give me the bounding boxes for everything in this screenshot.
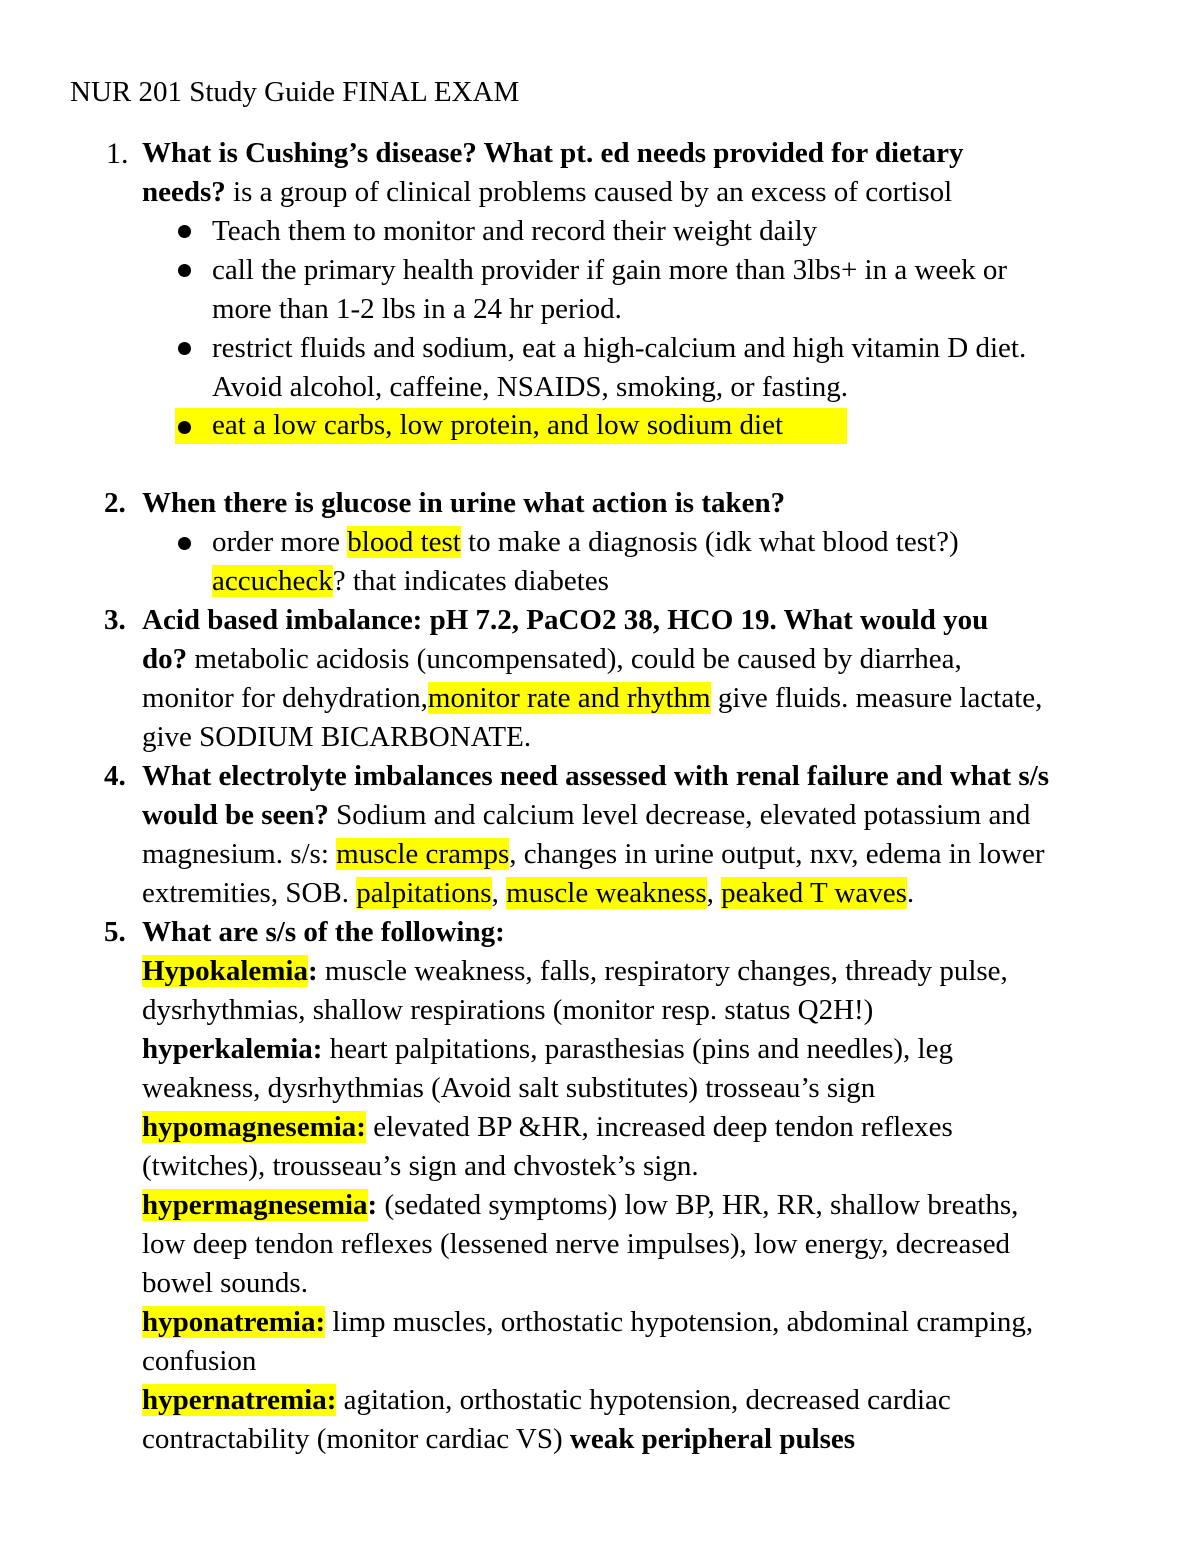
text-segment: contractability (monitor cardiac VS) <box>142 1423 570 1455</box>
term-line <box>142 1381 951 1420</box>
highlighted-text: muscle weakness <box>506 877 707 909</box>
question-text: What electrolyte imbalances need assessed with renal failure and what s/s <box>142 760 1050 792</box>
term-line <box>142 1186 1018 1225</box>
answer-line: bowel sounds. <box>142 1267 308 1299</box>
question-text: When there is glucose in urine what action is taken? <box>142 487 786 519</box>
text-segment: , <box>706 877 722 909</box>
term: hyperkalemia: <box>142 1033 323 1065</box>
term-line <box>142 1108 953 1147</box>
bullet-icon <box>178 225 191 238</box>
answer-line <box>142 640 962 679</box>
answer-line <box>142 1420 855 1459</box>
highlighted-text: palpitations <box>356 877 492 909</box>
question-text: What are s/s of the following: <box>142 916 505 948</box>
term-line <box>142 1030 953 1069</box>
question-number: 3. <box>104 604 126 636</box>
answer-line <box>142 874 914 913</box>
bullet-text <box>212 523 959 562</box>
text-segment: monitor for dehydration, <box>142 682 428 714</box>
text-segment: order more <box>212 526 348 558</box>
term-highlighted: hypernatremia: <box>142 1384 337 1416</box>
term-colon: : <box>367 1189 378 1221</box>
answer-text: is a group of clinical problems caused by an excess of cortisol <box>225 176 953 208</box>
highlighted-text: accucheck <box>212 565 333 597</box>
text-segment: , changes in urine output, nxv, edema in lower <box>509 838 1045 870</box>
term-highlighted: hypomagnesemia <box>142 1111 357 1143</box>
answer-text: (sedated symptoms) low BP, HR, RR, shallow breaths, <box>377 1189 1019 1221</box>
document-title: NUR 201 Study Guide FINAL EXAM <box>70 76 520 108</box>
term-line <box>142 952 1008 991</box>
text-segment: , <box>491 877 507 909</box>
question-text: do? <box>142 643 188 675</box>
term-highlighted: hypermagnesemia <box>142 1189 368 1221</box>
bullet-text: restrict fluids and sodium, eat a high-calcium and high vitamin D diet. <box>212 332 1027 364</box>
answer-text: elevated BP &HR, increased deep tendon reflexes <box>365 1111 953 1143</box>
answer-text: limp muscles, orthostatic hypotension, abdominal cramping, <box>325 1306 1034 1338</box>
answer-line: low deep tendon reflexes (lessened nerve impulses), low energy, decreased <box>142 1228 1011 1260</box>
bullet-icon <box>178 537 191 550</box>
answer-line: confusion <box>142 1345 257 1377</box>
bullet-text <box>212 562 609 601</box>
question-text: What is Cushing’s disease? What pt. ed needs provided for dietary <box>142 137 964 169</box>
term-colon: : <box>356 1111 366 1143</box>
answer-line: dysrhythmias, shallow respirations (monitor resp. status Q2H!) <box>142 994 874 1026</box>
text-segment: give fluids. measure lactate, <box>710 682 1043 714</box>
bullet-text: Avoid alcohol, caffeine, NSAIDS, smoking, or fasting. <box>212 371 849 403</box>
answer-line <box>142 835 1045 874</box>
text-segment: ? that indicates diabetes <box>332 565 609 597</box>
bullet-text-highlighted: eat a low carbs, low protein, and low sodium diet <box>212 409 784 441</box>
term-colon: : <box>307 955 318 987</box>
question-text: needs? <box>142 176 226 208</box>
text-segment: . <box>906 877 915 909</box>
text-segment: magnesium. s/s: <box>142 838 337 870</box>
text-segment: extremities, SOB. <box>142 877 357 909</box>
term-line <box>142 1303 1033 1342</box>
highlighted-text: blood test <box>347 526 461 558</box>
highlighted-text: muscle cramps <box>336 838 510 870</box>
question-text: Acid based imbalance: pH 7.2, PaCO2 38, HCO 19. What would you <box>142 604 989 636</box>
answer-text: agitation, orthostatic hypotension, decreased cardiac <box>336 1384 951 1416</box>
text-segment: to make a diagnosis (idk what blood test?) <box>460 526 959 558</box>
question-number: 5. <box>104 916 126 948</box>
bold-text: weak peripheral pulses <box>569 1423 856 1455</box>
answer-line <box>142 796 1030 835</box>
answer-text: heart palpitations, parasthesias (pins and needles), leg <box>322 1033 953 1065</box>
answer-text: metabolic acidosis (uncompensated), could be caused by diarrhea, <box>187 643 962 675</box>
question-number: 2. <box>104 487 126 519</box>
highlighted-text: monitor rate and rhythm <box>427 682 711 714</box>
answer-text: muscle weakness, falls, respiratory changes, thready pulse, <box>317 955 1008 987</box>
answer-line <box>142 173 952 212</box>
bullet-text: Teach them to monitor and record their weight daily <box>212 215 818 247</box>
term-highlighted: hyponatremia: <box>142 1306 326 1338</box>
question-number: 1. <box>106 137 129 170</box>
bullet-icon <box>178 421 191 434</box>
answer-line: give SODIUM BICARBONATE. <box>142 721 532 753</box>
answer-text: Sodium and calcium level decrease, elevated potassium and <box>328 799 1031 831</box>
bullet-icon <box>178 264 191 277</box>
answer-line: weakness, dysrhythmias (Avoid salt substitutes) trosseau’s sign <box>142 1072 876 1104</box>
answer-line <box>142 679 1042 718</box>
highlighted-text: peaked T waves <box>721 877 907 909</box>
question-number: 4. <box>104 760 126 792</box>
term-highlighted: Hypokalemia <box>142 955 308 987</box>
bullet-icon <box>178 342 191 355</box>
bullet-text: call the primary health provider if gain more than 3lbs+ in a week or <box>212 254 1008 286</box>
question-text: would be seen? <box>142 799 329 831</box>
bullet-text: more than 1-2 lbs in a 24 hr period. <box>212 293 622 325</box>
answer-line: (twitches), trousseau’s sign and chvostek’s sign. <box>142 1150 699 1182</box>
